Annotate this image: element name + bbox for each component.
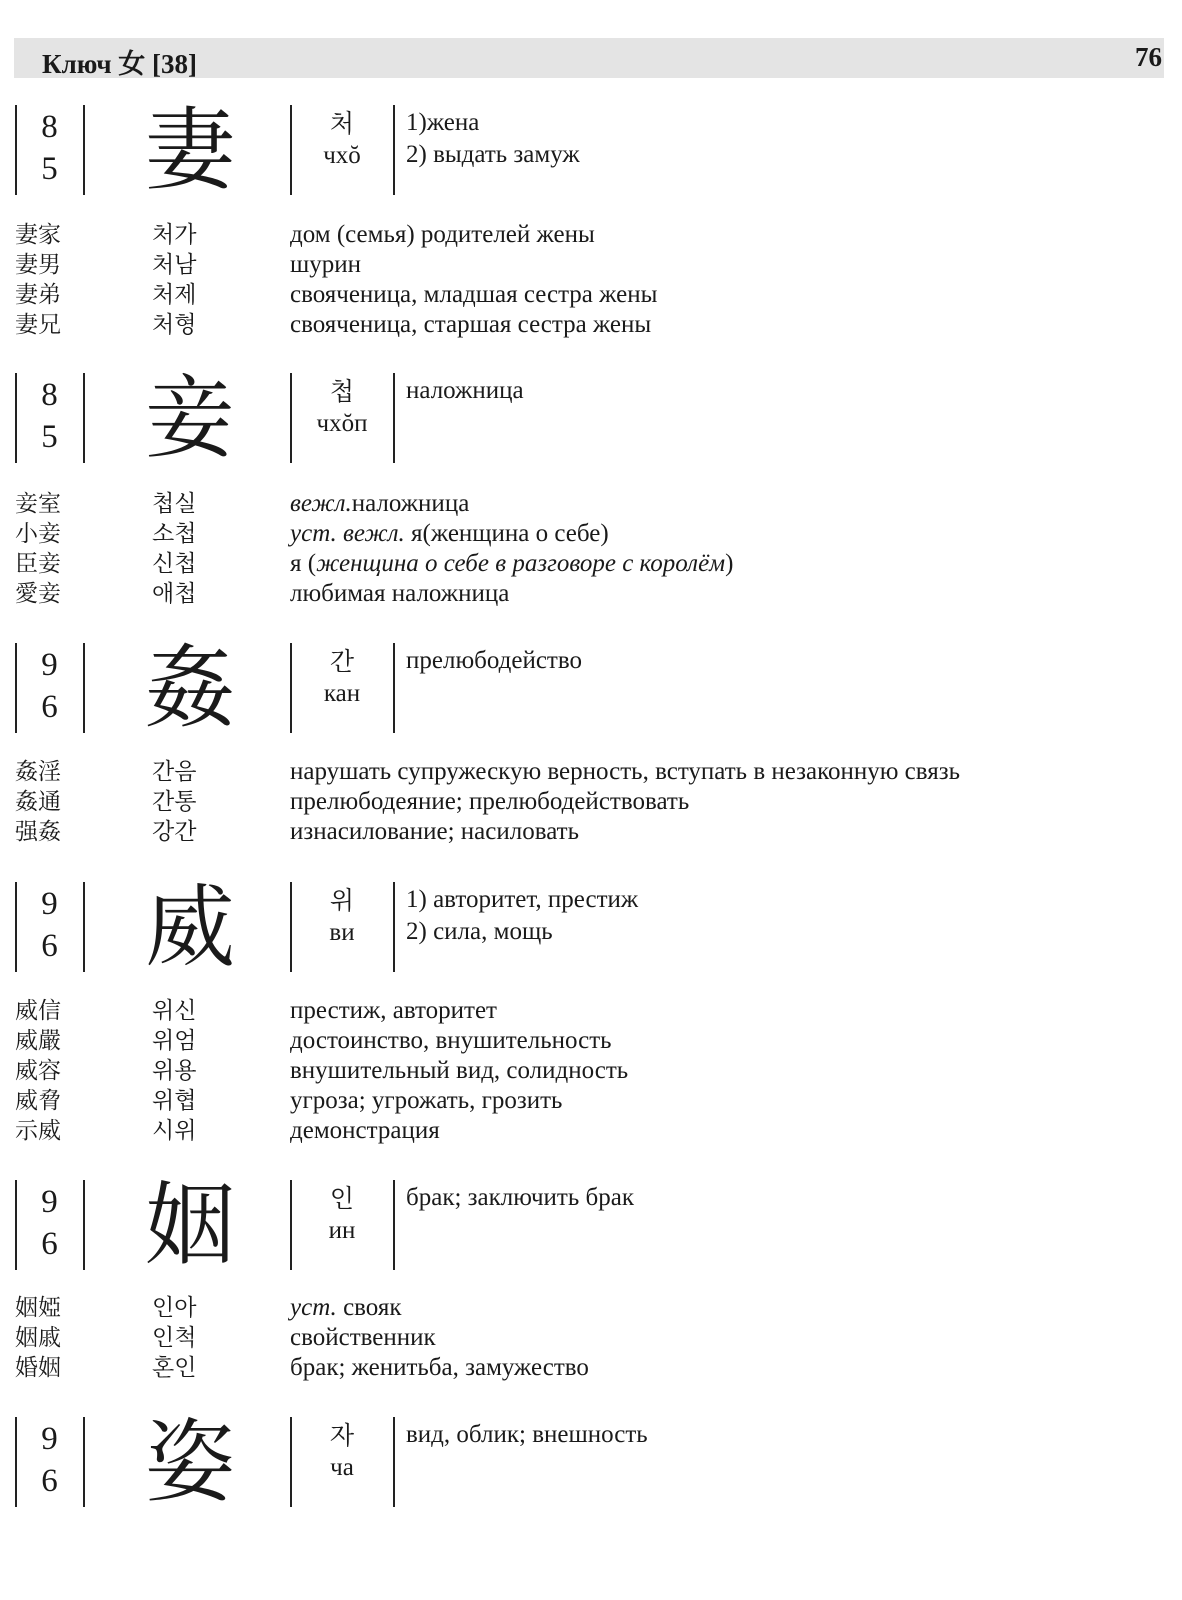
compound-korean: 위신 (152, 998, 197, 1024)
korean-reading: 첩 (329, 377, 355, 406)
compound-meaning: свояченица, старшая сестра жены (290, 311, 652, 338)
stroke-count-extra: 6 (41, 928, 58, 964)
compound-hanja: 妻弟 (15, 282, 61, 308)
korean-reading: 간 (329, 647, 355, 676)
compound-hanja: 示威 (15, 1118, 61, 1144)
compound-meaning: я (женщина о себе в разговоре с королём) (290, 550, 734, 577)
compound-meaning: свояченица, младшая сестра жены (290, 281, 658, 308)
compound-meaning: уст. свояк (290, 1294, 402, 1321)
transliteration: ча (330, 1454, 354, 1481)
compound-korean: 혼인 (152, 1355, 197, 1381)
compound-meaning: изнасилование; насиловать (290, 818, 579, 845)
compound-korean: 위엄 (152, 1028, 197, 1054)
compound-hanja: 妻男 (15, 252, 61, 278)
compound-korean: 간음 (152, 759, 197, 785)
headword-character: 姿 (145, 1410, 235, 1515)
transliteration: чхŏ (323, 142, 361, 169)
meaning-line-1: вид, облик; внешность (406, 1421, 648, 1448)
page-number: 76 (1135, 42, 1162, 72)
korean-reading: 처 (329, 109, 355, 138)
compound-korean: 위협 (152, 1088, 197, 1114)
meaning-line-1: 1) авторитет, престиж (406, 886, 639, 913)
compound-meaning: вежл.наложница (290, 490, 470, 517)
character-entry (0, 875, 1182, 980)
meaning-line-2: 2) выдать замуж (406, 141, 580, 168)
compound-meaning: достоинство, внушительность (290, 1027, 612, 1054)
compound-korean: 소첩 (152, 521, 197, 547)
compound-hanja: 姻婭 (15, 1295, 61, 1321)
meaning-line-1: 1)жена (406, 109, 480, 136)
stroke-count-total: 8 (41, 109, 58, 145)
compound-row (0, 579, 1182, 609)
compound-hanja: 臣妾 (15, 551, 61, 577)
compound-meaning: уст. вежл. я(женщина о себе) (290, 520, 609, 547)
compound-korean: 간통 (152, 789, 197, 815)
headword-character: 姻 (145, 1173, 235, 1278)
korean-reading: 자 (329, 1421, 355, 1450)
headword-character: 妻 (145, 98, 235, 203)
character-entry (0, 636, 1182, 741)
compound-meaning: престиж, авторитет (290, 997, 497, 1024)
transliteration: ин (328, 1217, 356, 1244)
compound-row (0, 787, 1182, 817)
compound-list (0, 996, 1182, 1146)
compound-row (0, 1293, 1182, 1323)
meaning-line-1: наложница (406, 377, 524, 404)
headword-character: 妾 (145, 366, 235, 471)
transliteration: кан (323, 680, 361, 707)
stroke-count-total: 9 (41, 647, 58, 683)
compound-meaning: брак; женитьба, замужество (290, 1354, 589, 1381)
compound-hanja: 姦通 (15, 789, 61, 815)
compound-korean: 애첩 (152, 581, 197, 607)
korean-reading: 인 (329, 1184, 355, 1213)
compound-hanja: 愛妾 (15, 581, 61, 607)
compound-korean: 첩실 (152, 491, 197, 517)
compound-korean: 위용 (152, 1058, 197, 1084)
korean-reading: 위 (329, 886, 355, 915)
compound-korean: 처제 (152, 282, 197, 308)
compound-hanja: 妻家 (15, 222, 61, 248)
compound-row (0, 280, 1182, 310)
italic-note: уст. (290, 1294, 337, 1321)
stroke-count-extra: 5 (41, 419, 58, 455)
page-header (14, 38, 1164, 78)
compound-meaning: прелюбодеяние; прелюбодействовать (290, 788, 690, 815)
compound-korean: 처가 (152, 222, 197, 248)
compound-row (0, 1086, 1182, 1116)
compound-row (0, 757, 1182, 787)
transliteration: чхŏп (316, 410, 368, 437)
compound-meaning: нарушать супружескую верность, вступать в незаконную связь (290, 758, 961, 785)
compound-hanja: 婚姻 (15, 1355, 61, 1381)
character-entry (0, 1410, 1182, 1515)
stroke-count-extra: 5 (41, 151, 58, 187)
compound-hanja: 姦淫 (15, 759, 61, 785)
compound-korean: 인척 (152, 1325, 197, 1351)
stroke-count-extra: 6 (41, 1226, 58, 1262)
compound-list (0, 489, 1182, 609)
compound-row (0, 817, 1182, 847)
character-entry (0, 1173, 1182, 1278)
compound-row (0, 1116, 1182, 1146)
compound-row (0, 1353, 1182, 1383)
compound-hanja: 强姦 (15, 819, 61, 845)
compound-list (0, 757, 1182, 847)
compound-meaning: угроза; угрожать, грозить (290, 1087, 563, 1114)
meaning-line-1: прелюбодейство (406, 647, 582, 674)
compound-hanja: 威容 (15, 1058, 61, 1084)
compound-hanja: 妻兄 (15, 312, 61, 338)
compound-hanja: 威脅 (15, 1088, 61, 1114)
stroke-count-extra: 6 (41, 689, 58, 725)
compound-korean: 처남 (152, 252, 197, 278)
character-entry (0, 98, 1182, 203)
compound-korean: 신첩 (152, 551, 197, 577)
compound-row (0, 1323, 1182, 1353)
stroke-count-total: 9 (41, 1184, 58, 1220)
character-entry (0, 366, 1182, 471)
italic-note: уст. вежл. (290, 520, 412, 547)
compound-meaning: внушительный вид, солидность (290, 1057, 629, 1084)
compound-korean: 강간 (152, 819, 197, 845)
stroke-count-total: 9 (41, 886, 58, 922)
compound-row (0, 310, 1182, 340)
compound-list (0, 1293, 1182, 1383)
headword-character: 威 (145, 875, 235, 980)
compound-hanja: 威嚴 (15, 1028, 61, 1054)
compound-korean: 인아 (152, 1295, 197, 1321)
compound-meaning: шурин (290, 251, 362, 278)
compound-korean: 처형 (152, 312, 197, 338)
compound-row (0, 996, 1182, 1026)
compound-row (0, 1026, 1182, 1056)
italic-note: женщина о себе в разговоре с королём (316, 550, 726, 577)
meaning-line-1: брак; заключить брак (406, 1184, 634, 1211)
italic-note: вежл. (290, 490, 352, 517)
stroke-count-total: 8 (41, 377, 58, 413)
compound-hanja: 小妾 (15, 521, 61, 547)
compound-row (0, 220, 1182, 250)
compound-korean: 시위 (152, 1118, 197, 1144)
compound-list (0, 220, 1182, 340)
compound-row (0, 519, 1182, 549)
stroke-count-extra: 6 (41, 1463, 58, 1499)
radical-title: Ключ 女 [38] (42, 49, 198, 79)
compound-meaning: дом (семья) родителей жены (290, 221, 595, 248)
compound-hanja: 姻戚 (15, 1325, 61, 1351)
compound-row (0, 1056, 1182, 1086)
compound-row (0, 549, 1182, 579)
compound-meaning: любимая наложница (290, 580, 510, 607)
transliteration: ви (329, 919, 355, 946)
meaning-line-2: 2) сила, мощь (406, 918, 553, 945)
compound-meaning: свойственник (290, 1324, 436, 1351)
headword-character: 姦 (145, 636, 235, 741)
compound-hanja: 妾室 (15, 491, 61, 517)
compound-row (0, 489, 1182, 519)
compound-meaning: демонстрация (290, 1117, 440, 1144)
compound-hanja: 威信 (15, 998, 61, 1024)
stroke-count-total: 9 (41, 1421, 58, 1457)
compound-row (0, 250, 1182, 280)
